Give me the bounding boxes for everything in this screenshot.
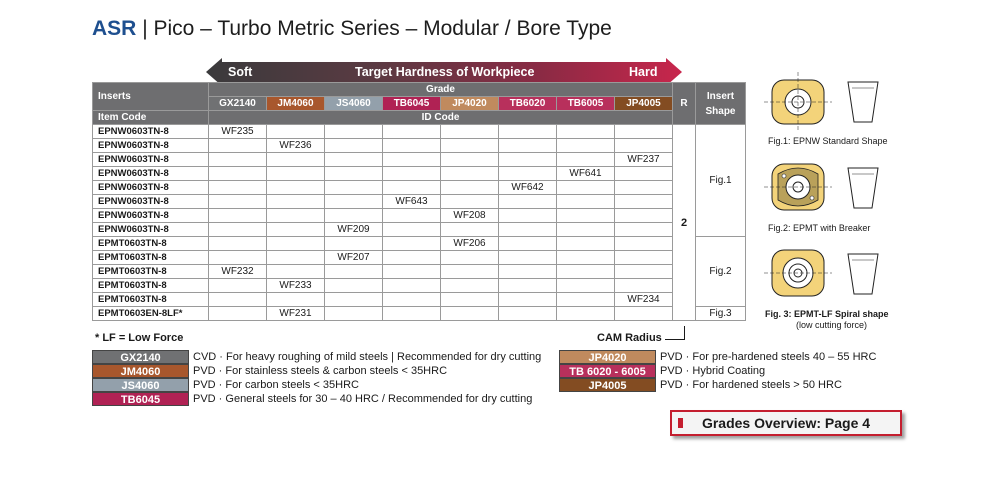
id-code-cell [557,307,615,321]
fig3-epmt-lf-drawing [762,240,902,310]
legend-item [92,350,541,364]
item-code-cell: EPMT0603EN-8LF* [93,307,209,321]
r-header: R [673,83,696,125]
id-code-cell [499,223,557,237]
id-code-cell [209,181,267,195]
id-code-cell [383,125,441,139]
shape-cell-fig3: Fig.3 [696,307,746,321]
id-code-cell [615,125,673,139]
table-row [93,237,746,251]
id-code-cell [499,209,557,223]
item-code-cell: EPMT0603TN-8 [93,237,209,251]
id-code-cell [499,307,557,321]
overview-label: Grades Overview: Page 4 [701,415,871,431]
id-code-cell [267,181,325,195]
fig3-caption: Fig. 3: EPMT-LF Spiral shape [765,309,889,319]
grade-col-jp4020: JP4020 [441,97,499,111]
table-row [93,139,746,153]
id-code-cell [209,279,267,293]
shape-cell-fig1: Fig.1 [696,125,746,237]
item-code-cell: EPNW0603TN-8 [93,139,209,153]
id-code-cell [383,209,441,223]
legend-grade-tag: GX2140 [92,350,189,364]
id-code-cell [209,209,267,223]
id-code-cell [499,251,557,265]
table-row [93,223,746,237]
brand-name: ASR [92,17,137,40]
grade-col-tb6005: TB6005 [557,97,615,111]
id-code-cell [325,265,383,279]
id-code-cell [267,223,325,237]
id-code-cell [615,251,673,265]
item-code-cell: EPNW0603TN-8 [93,167,209,181]
id-code-cell [615,209,673,223]
fig2-caption: Fig.2: EPMT with Breaker [768,223,871,233]
item-code-cell: EPMT0603TN-8 [93,279,209,293]
legend-item [559,378,842,392]
id-code-cell [557,209,615,223]
series-name: Pico – Turbo Metric Series – Modular / Bore Type [153,17,612,40]
grade-col-tb6045: TB6045 [383,97,441,111]
grade-header: Grade [209,83,673,97]
id-code-cell [383,181,441,195]
legend-grade-tag: JS4060 [92,378,189,392]
item-code-cell: EPMT0603TN-8 [93,265,209,279]
id-code-cell [557,181,615,195]
id-code-cell [325,181,383,195]
id-code-cell [325,125,383,139]
id-code-cell [557,237,615,251]
id-code-cell [615,279,673,293]
grade-col-js4060: JS4060 [325,97,383,111]
id-code-cell: WF236 [267,139,325,153]
item-code-cell: EPNW0603TN-8 [93,223,209,237]
id-code-cell [557,265,615,279]
table-row [93,293,746,307]
id-code-cell: WF642 [499,181,557,195]
id-code-cell [615,237,673,251]
legend-item [92,364,447,378]
item-code-cell: EPNW0603TN-8 [93,181,209,195]
id-code-cell [615,181,673,195]
fig1-caption: Fig.1: EPNW Standard Shape [768,136,888,146]
id-code-cell [441,125,499,139]
legend-grade-description: CVD · For heavy roughing of mild steels | Recommended for dry cutting [193,351,542,363]
hardness-hard-label: Hard [629,65,658,79]
id-code-cell [209,195,267,209]
id-code-cell [383,237,441,251]
id-code-cell [267,153,325,167]
id-code-cell [325,167,383,181]
id-code-cell [557,125,615,139]
id-code-cell [209,223,267,237]
id-code-cell [383,279,441,293]
id-code-cell: WF208 [441,209,499,223]
id-code-cell [615,139,673,153]
item-code-cell: EPNW0603TN-8 [93,209,209,223]
id-code-cell: WF643 [383,195,441,209]
table-row [93,153,746,167]
id-code-cell [209,153,267,167]
id-code-cell [325,153,383,167]
id-code-cell [267,251,325,265]
id-code-cell [499,279,557,293]
id-code-cell [383,251,441,265]
id-code-cell [209,307,267,321]
id-code-cell: WF232 [209,265,267,279]
table-row [93,167,746,181]
fig1-epnw-drawing [762,68,902,138]
id-code-cell [615,167,673,181]
id-code-cell [441,223,499,237]
grade-col-jp4005: JP4005 [615,97,673,111]
table-row [93,181,746,195]
legend-grade-tag: TB 6020 - 6005 [559,364,656,378]
legend-grade-description: PVD · For carbon steels < 35HRC [193,379,359,391]
id-code-cell [383,293,441,307]
id-code-cell [267,293,325,307]
id-code-cell [499,265,557,279]
id-code-cell: WF234 [615,293,673,307]
overview-marker [678,418,683,428]
inserts-header: Inserts [93,83,209,111]
id-code-cell [615,195,673,209]
legend-grade-description: PVD · General steels for 30 – 40 HRC / Recommended for dry cutting [193,393,533,405]
legend-grade-description: PVD · For pre-hardened steels 40 – 55 HRC [660,351,877,363]
id-code-cell [441,265,499,279]
legend-grade-tag: JP4005 [559,378,656,392]
id-code-cell [615,223,673,237]
id-code-cell: WF233 [267,279,325,293]
id-code-cell: WF235 [209,125,267,139]
id-code-cell: WF237 [615,153,673,167]
id-code-cell [325,279,383,293]
id-code-cell [615,265,673,279]
id-code-cell: WF209 [325,223,383,237]
id-code-cell: WF641 [557,167,615,181]
id-code-cell [441,279,499,293]
item-code-header: Item Code [93,111,209,125]
id-code-header: ID Code [209,111,673,125]
id-code-cell [383,139,441,153]
id-code-cell [209,293,267,307]
id-code-cell [441,181,499,195]
id-code-cell [441,195,499,209]
id-code-cell [441,139,499,153]
item-code-cell: EPMT0603TN-8 [93,293,209,307]
cam-radius-tick [684,326,685,340]
table-row [93,279,746,293]
id-code-cell [615,307,673,321]
id-code-cell [383,153,441,167]
id-code-cell [209,251,267,265]
insert-grade-table [92,82,746,321]
table-row [93,195,746,209]
legend-grade-description: PVD · For hardened steels > 50 HRC [660,379,842,391]
id-code-cell [441,153,499,167]
id-code-cell [499,237,557,251]
page-title [92,17,612,41]
id-code-cell [325,209,383,223]
legend-grade-tag: JM4060 [92,364,189,378]
id-code-cell [499,139,557,153]
legend-grade-tag: JP4020 [559,350,656,364]
legend-item [92,378,359,392]
hardness-soft-label: Soft [228,65,253,79]
id-code-cell [325,139,383,153]
fig3-subcaption: (low cutting force) [796,320,868,330]
id-code-cell [383,167,441,181]
grade-col-gx2140: GX2140 [209,97,267,111]
id-code-cell [499,153,557,167]
id-code-cell [441,167,499,181]
id-code-cell [383,223,441,237]
id-code-cell [209,237,267,251]
cam-radius-label: CAM Radius [597,332,662,344]
id-code-cell [557,153,615,167]
legend-grade-description: PVD · For stainless steels & carbon steels < 35HRC [193,365,448,377]
id-code-cell [441,293,499,307]
id-code-cell [499,293,557,307]
hardness-center-label: Target Hardness of Workpiece [355,65,535,79]
low-force-note: * LF = Low Force [95,332,184,344]
id-code-cell [267,265,325,279]
item-code-cell: EPNW0603TN-8 [93,125,209,139]
grades-overview-button[interactable] [670,410,902,436]
insert-shape-header: Insert Shape [696,83,746,125]
id-code-cell [441,251,499,265]
table-row [93,265,746,279]
id-code-cell [383,307,441,321]
id-code-cell [441,307,499,321]
item-code-cell: EPNW0603TN-8 [93,195,209,209]
grade-col-jm4060: JM4060 [267,97,325,111]
id-code-cell [557,223,615,237]
id-code-cell: WF206 [441,237,499,251]
id-code-cell [557,139,615,153]
id-code-cell: WF231 [267,307,325,321]
id-code-cell [383,265,441,279]
id-code-cell [557,195,615,209]
id-code-cell [325,237,383,251]
legend-item [92,392,532,406]
id-code-cell [267,195,325,209]
id-code-cell [325,195,383,209]
legend-grade-tag: TB6045 [92,392,189,406]
r-value-cell: 2 [673,125,696,321]
table-row [93,307,746,321]
grade-col-tb6020: TB6020 [499,97,557,111]
id-code-cell [499,167,557,181]
title-separator: | [142,17,148,40]
id-code-cell [267,125,325,139]
id-code-cell [267,209,325,223]
table-row [93,209,746,223]
legend-grade-description: PVD · Hybrid Coating [660,365,766,377]
id-code-cell [209,139,267,153]
id-code-cell [557,251,615,265]
id-code-cell [267,237,325,251]
id-code-cell [557,279,615,293]
legend-item [559,350,876,364]
table-row [93,251,746,265]
table-row [93,125,746,139]
item-code-cell: EPMT0603TN-8 [93,251,209,265]
id-code-cell [325,293,383,307]
id-code-cell [499,195,557,209]
legend-item [559,364,765,378]
id-code-cell [209,167,267,181]
id-code-cell [499,125,557,139]
cam-radius-leader [665,339,684,340]
fig2-epmt-drawing [762,154,902,224]
item-code-cell: EPNW0603TN-8 [93,153,209,167]
shape-cell-fig2: Fig.2 [696,237,746,307]
id-code-cell [557,293,615,307]
id-code-cell [267,167,325,181]
id-code-cell: WF207 [325,251,383,265]
id-code-cell [325,307,383,321]
